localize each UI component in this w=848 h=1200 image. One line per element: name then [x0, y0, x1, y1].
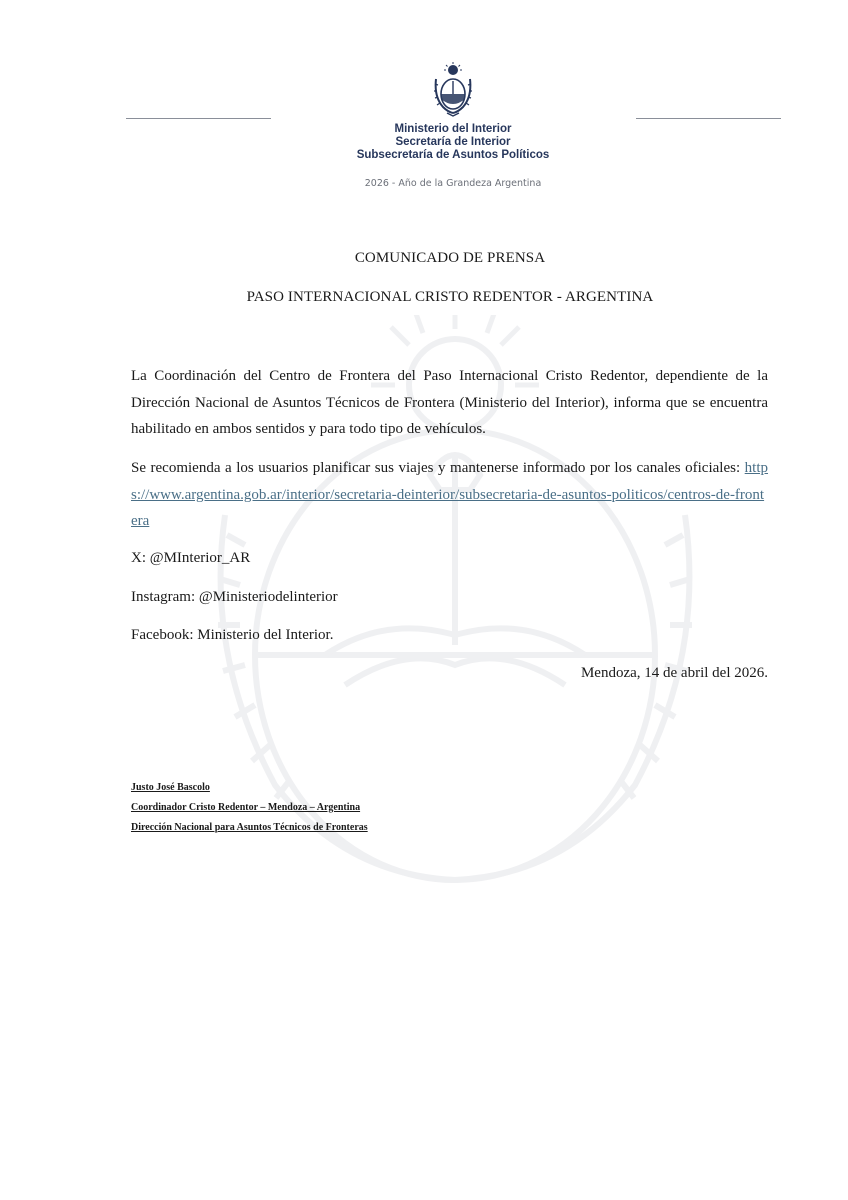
recommendation-text: Se recomienda a los usuarios planificar sus viajes y mantenerse informado por los canales oficiales: [131, 460, 741, 476]
subsecretariat-name: Subsecretaría de Asuntos Políticos [356, 149, 550, 161]
ministry-name: Ministerio del Interior [394, 123, 512, 135]
document-heading: COMUNICADO DE PRENSA [354, 250, 546, 266]
header-rule-right [636, 118, 781, 119]
instagram-account: Instagram: @Ministeriodelinterior [131, 589, 338, 605]
coat-of-arms-icon [433, 61, 473, 117]
signatory-role: Coordinador Cristo Redentor – Mendoza – Argentina [131, 802, 361, 813]
year-motto: 2026 - Año de la Grandeza Argentina [364, 178, 542, 189]
x-account: X: @MInterior_AR [131, 550, 251, 566]
secretariat-name: Secretaría de Interior [395, 136, 511, 148]
official-channels-link[interactable]: https://www.argentina.gob.ar/interior/secretaria-deinterior/subsecretaria-de-asuntos-politicos/centros-de-frontera [131, 460, 769, 529]
signatory-name: Justo José Bascolo [131, 782, 210, 793]
signatory-office: Dirección Nacional para Asuntos Técnicos de Fronteras [131, 822, 368, 833]
facebook-account: Facebook: Ministerio del Interior. [131, 627, 334, 643]
document-subheading: PASO INTERNACIONAL CRISTO REDENTOR - ARGENTINA [246, 289, 654, 305]
place-and-date: Mendoza, 14 de abril del 2026. [580, 665, 768, 681]
paragraph-status: La Coordinación del Centro de Frontera del Paso Internacional Cristo Redentor, dependiente de la Dirección Nacional de Asuntos Técnicos de Frontera (Ministerio del Interior), informa que se encuentra habilitado en ambos sentidos y para todo tipo de vehículos. [131, 368, 768, 437]
paragraph-recommendation [131, 455, 768, 535]
header-rule-left [126, 118, 271, 119]
